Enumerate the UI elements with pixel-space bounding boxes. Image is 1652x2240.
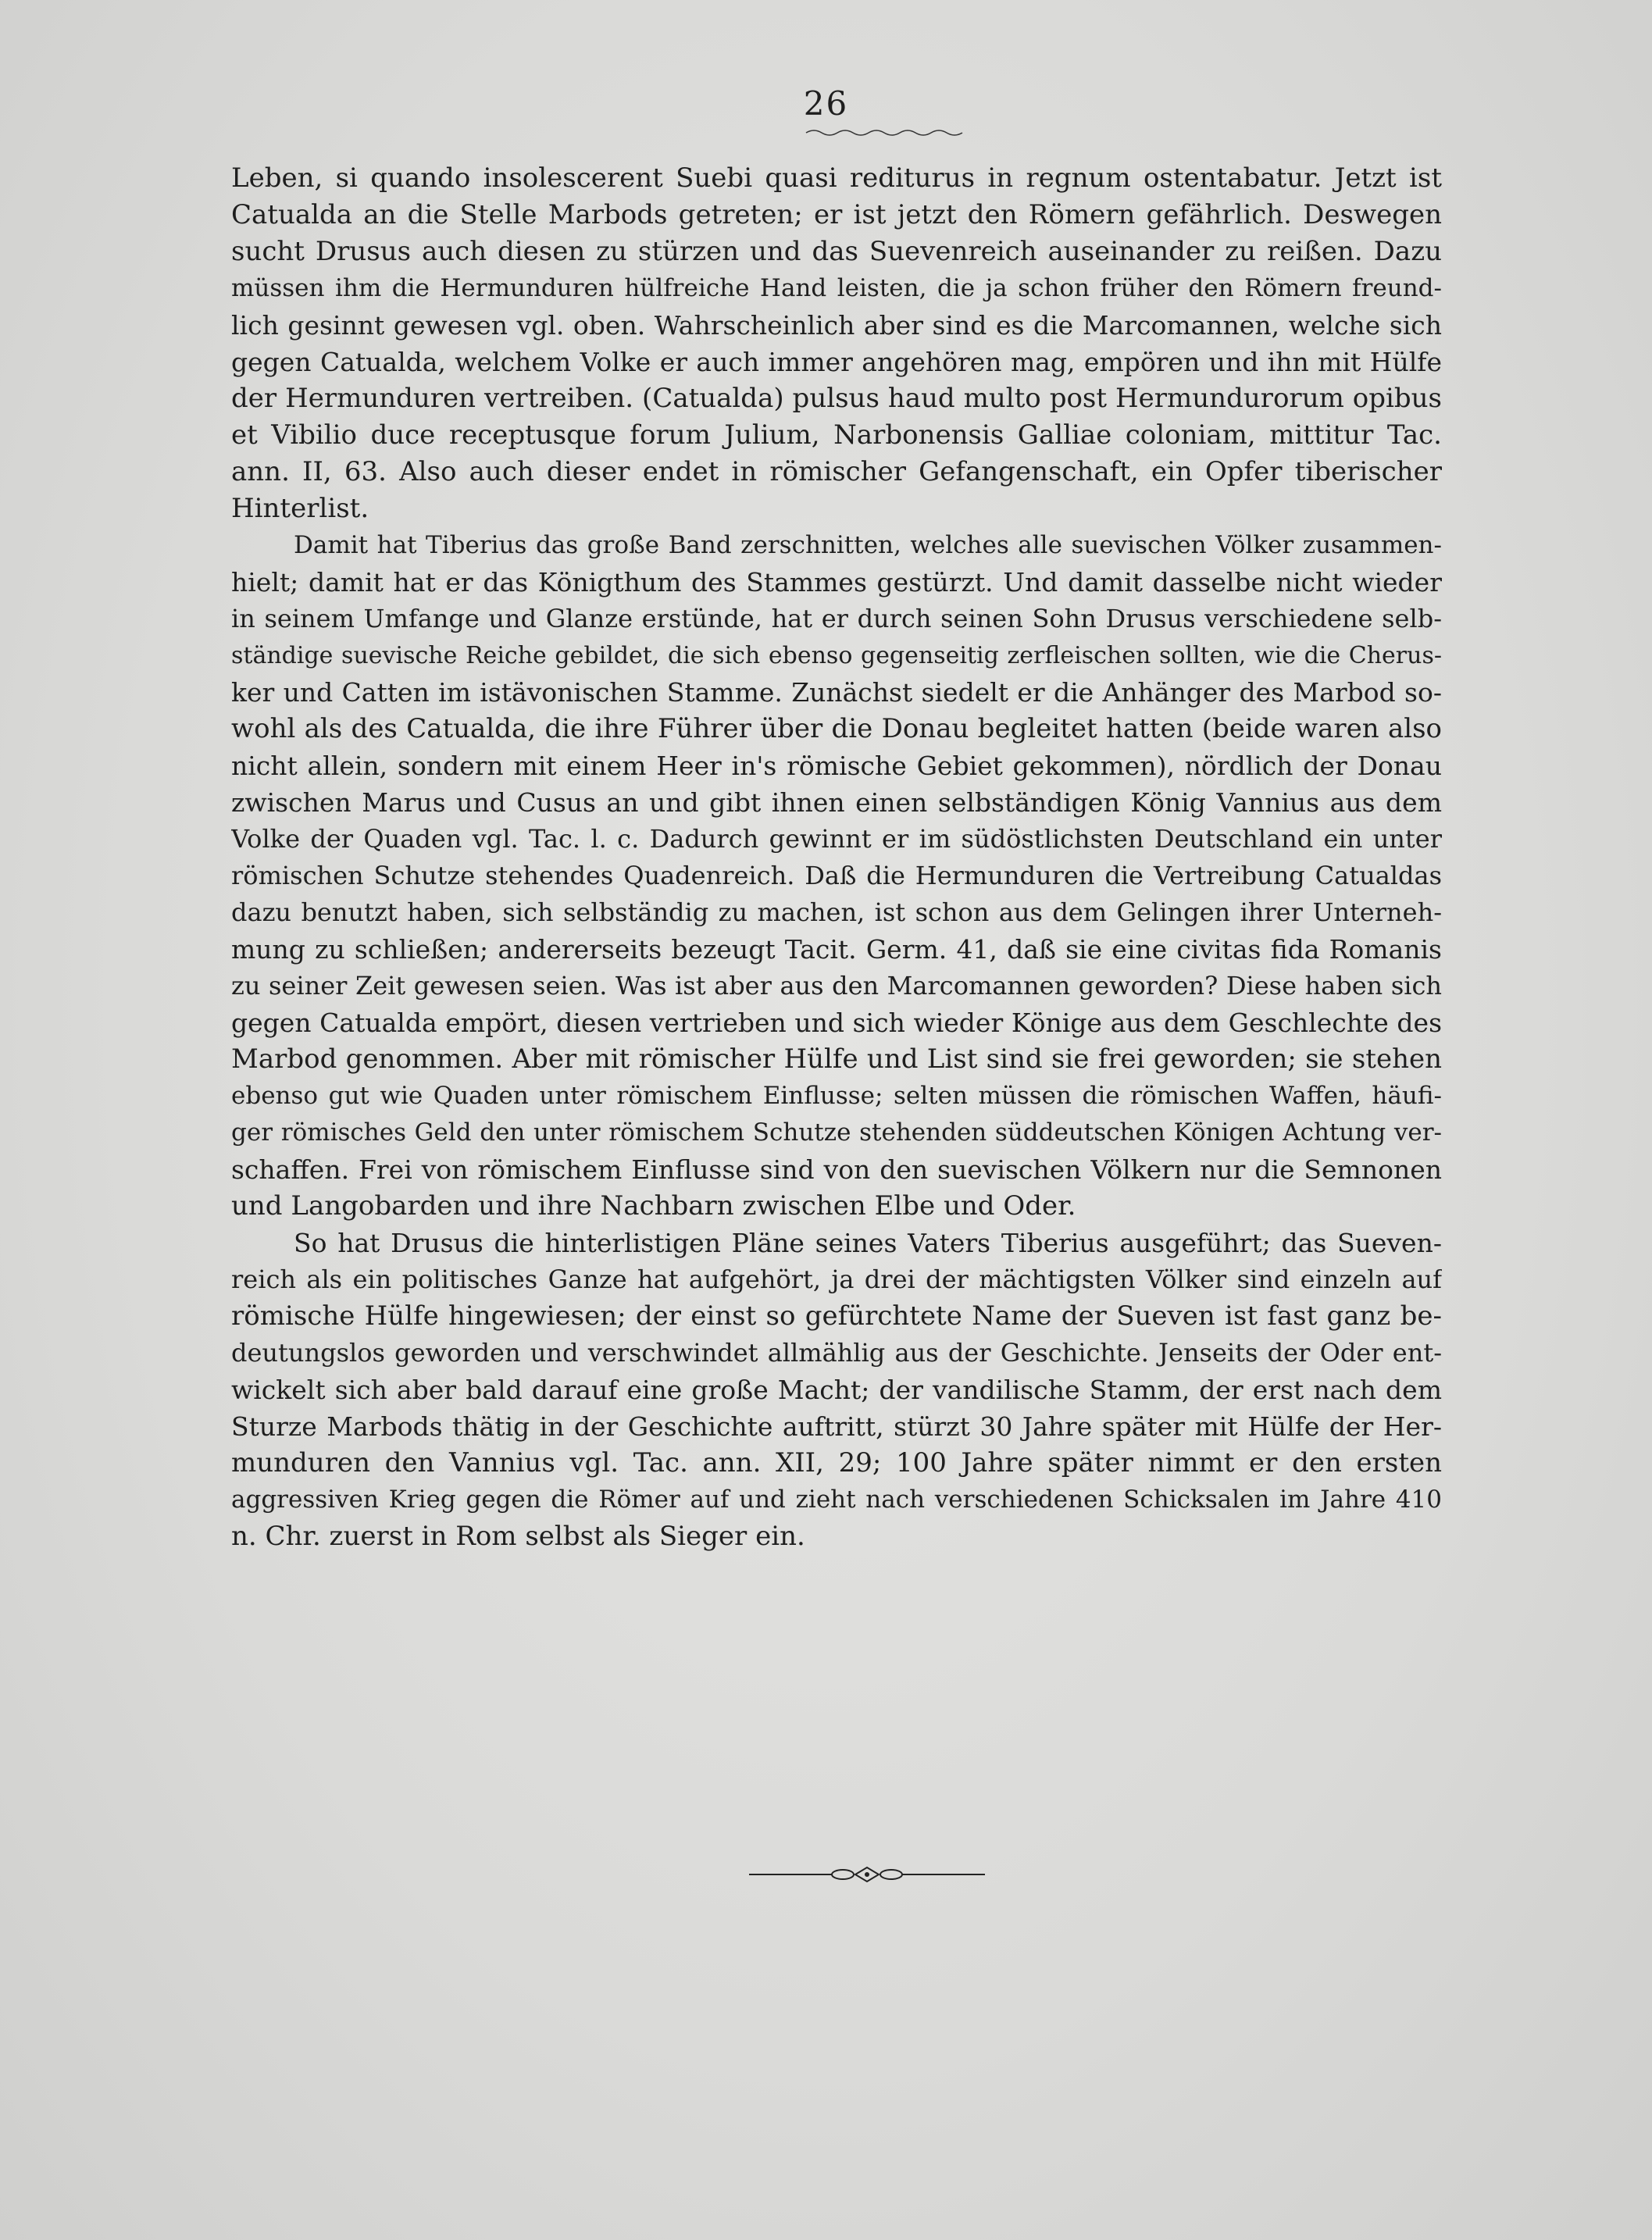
text-line: römische Hülfe hingewiesen; der einst so gefürchtete Name der Sueven ist fast ganz be- [231,1300,1442,1332]
text-line: Marbod genommen. Aber mit römischer Hülfe und List sind sie frei geworden; sie stehen [231,1043,1442,1075]
text-line: n. Chr. zuerst in Rom selbst als Sieger ein. [231,1521,805,1552]
text-line: müssen ihm die Hermunduren hülfreiche Hand leisten, die ja schon früher den Römern freund- [231,274,1442,302]
body-text [231,160,1442,1555]
text-line: römischen Schutze stehendes Quadenreich. Daß die Hermunduren die Vertreibung Catualdas [231,861,1442,890]
text-line: in seinem Umfange und Glanze erstünde, hat er durch seinen Sohn Drusus verschiedene selb- [231,604,1442,633]
text-line: hielt; damit hat er das Königthum des Stammes gestürzt. Und damit dasselbe nicht wieder [231,567,1442,597]
text-line: reich als ein politisches Ganze hat aufgehört, ja drei der mächtigsten Völker sind einzeln auf [231,1264,1442,1294]
text-line: wohl als des Catualda, die ihre Führer über die Donau begleitet hatten (beide waren also [231,713,1442,744]
end-flourish-ornament [746,1859,988,1890]
text-line: nicht allein, sondern mit einem Heer in's römische Gebiet gekommen), nördlich der Donau [231,751,1442,781]
text-line: deutungslos geworden und verschwindet allmählig aus der Geschichte. Jenseits der Oder ent- [231,1338,1442,1368]
text-line: sucht Drusus auch diesen zu stürzen und das Suevenreich auseinander zu reißen. Dazu [231,236,1442,267]
text-line: munduren den Vannius vgl. Tac. ann. XII, 29; 100 Jahre später nimmt er den ersten [231,1447,1442,1478]
text-line: lich gesinnt gewesen vgl. oben. Wahrscheinlich aber sind es die Marcomannen, welche sich [231,310,1442,341]
text-line: So hat Drusus die hinterlistigen Pläne seines Vaters Tiberius ausgeführt; das Sueven- [294,1228,1442,1258]
header-flourish-ornament [805,127,969,142]
text-line: und Langobarden und ihre Nachbarn zwischen Elbe und Oder. [231,1190,1076,1222]
text-line: Leben, si quando insolescerent Suebi quasi rediturus in regnum ostentabatur. Jetzt ist [231,162,1442,194]
text-line: der Hermunduren vertreiben. (Catualda) pulsus haud multo post Hermundurorum opibus [231,383,1442,414]
text-line: gegen Catualda, welchem Volke er auch immer angehören mag, empören und ihn mit Hülfe [231,347,1442,377]
text-line: schaffen. Frei von römischem Einflusse sind von den suevischen Völkern nur die Semnonen [231,1154,1442,1185]
text-line: ger römisches Geld den unter römischem Schutze stehenden süddeutschen Königen Achtung ver- [231,1118,1442,1147]
text-line: Damit hat Tiberius das große Band zerschnitten, welches alle suevischen Völker zusammen- [294,531,1442,559]
text-line: Volke der Quaden vgl. Tac. l. c. Dadurch gewinnt er im südöstlichsten Deutschland ein unter [231,824,1442,854]
text-line: gegen Catualda empört, diesen vertrieben und sich wieder Könige aus dem Geschlechte des [231,1008,1442,1038]
text-line: ebenso gut wie Quaden unter römischem Einflusse; selten müssen die römischen Waffen, häufi- [231,1082,1442,1110]
text-line: zu seiner Zeit gewesen seien. Was ist aber aus den Marcomannen geworden? Diese haben sich [231,971,1442,1001]
text-line: zwischen Marus und Cusus an und gibt ihnen einen selbständigen König Vannius aus dem [231,787,1442,818]
text-line: et Vibilio duce receptusque forum Julium, Narbonensis Galliae coloniam, mittitur Tac. [231,419,1442,451]
text-line: wickelt sich aber bald darauf eine große Macht; der vandilische Stamm, der erst nach dem [231,1375,1442,1405]
page-number: 26 [803,84,849,123]
text-line: ker und Catten im istävonischen Stamme. Zunächst siedelt er die Anhänger des Marbod so- [231,677,1442,708]
text-line: ann. II, 63. Also auch dieser endet in römischer Gefangenschaft, ein Opfer tiberischer [231,456,1442,487]
text-line: Hinterlist. [231,493,369,524]
text-line: ständige suevische Reiche gebildet, die sich ebenso gegenseitig zerfleischen sollten, wie die Cherus- [231,642,1442,669]
text-line: mung zu schließen; andererseits bezeugt Tacit. Germ. 41, daß sie eine civitas fida Romanis [231,934,1442,965]
text-line: Sturze Marbods thätig in der Geschichte auftritt, stürzt 30 Jahre später mit Hülfe der Her- [231,1411,1442,1442]
text-line: dazu benutzt haben, sich selbständig zu machen, ist schon aus dem Gelingen ihrer Unterneh- [231,897,1442,927]
text-line: aggressiven Krieg gegen die Römer auf und zieht nach verschiedenen Schicksalen im Jahre 410 [231,1486,1442,1514]
text-line: Catualda an die Stelle Marbods getreten; er ist jetzt den Römern gefährlich. Deswegen [231,199,1442,230]
